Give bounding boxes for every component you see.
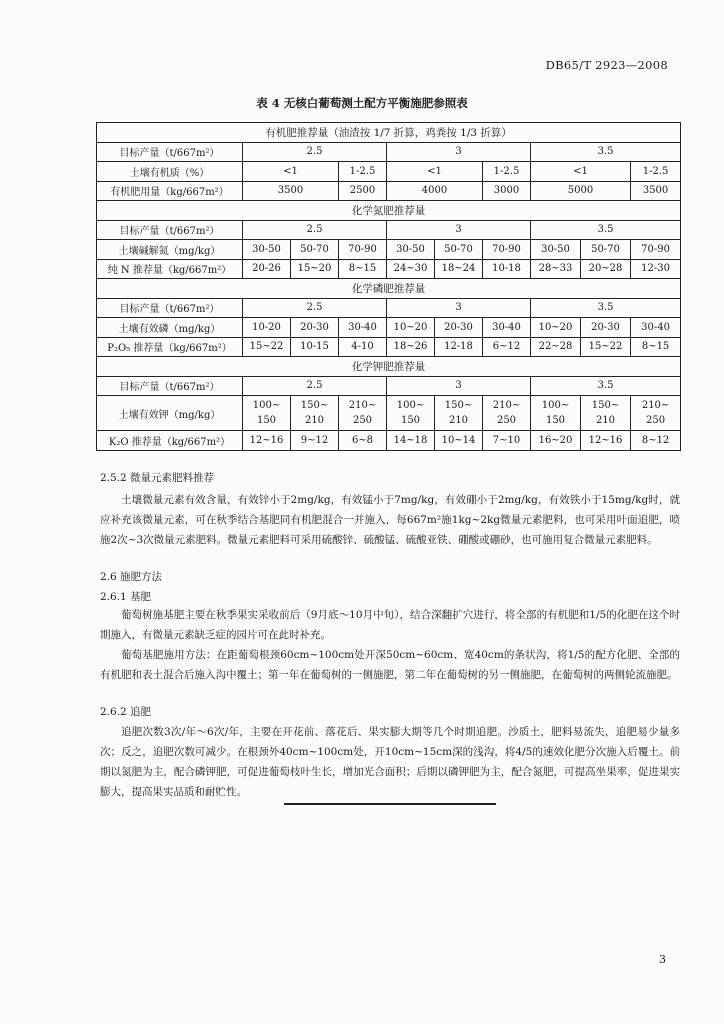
table-cell: 3.5 — [531, 376, 681, 396]
table-cell: 2500 — [339, 181, 387, 201]
table-cell: 10~14 — [435, 431, 483, 451]
table-cell: 30-50 — [387, 240, 435, 260]
table-cell: 7~10 — [483, 431, 531, 451]
potassium-section-header — [97, 357, 681, 377]
table-cell: 20-30 — [291, 318, 339, 338]
table-cell — [631, 396, 681, 431]
cell-line: 210~ — [492, 400, 521, 411]
table-cell: 2.5 — [243, 220, 387, 240]
section-heading-2-6-2: 2.6.2 追肥 — [100, 706, 152, 718]
table-cell: 3500 — [243, 181, 339, 201]
table-cell: 3000 — [483, 181, 531, 201]
cell-line: 150~ — [591, 400, 620, 411]
table-cell: 4-10 — [339, 337, 387, 357]
table-cell: 2.5 — [243, 376, 387, 396]
page-number: 3 — [659, 953, 666, 966]
table-cell: 5000 — [531, 181, 631, 201]
phosphorus-target-row — [97, 298, 681, 318]
table-cell: 10-15 — [291, 337, 339, 357]
row-label: 目标产量（t/667m²） — [97, 220, 243, 240]
table-cell — [243, 396, 291, 431]
table-cell: 70-90 — [483, 240, 531, 260]
table-title: 表 4 无核白葡萄测土配方平衡施肥参照表 — [256, 96, 468, 110]
table-cell: 10-18 — [483, 259, 531, 279]
cell-line: 100~ — [541, 400, 570, 411]
table-cell: 6~12 — [483, 337, 531, 357]
table-cell: 24~30 — [387, 259, 435, 279]
section-title: 化学氮肥推荐量 — [97, 201, 681, 221]
table-cell: 8~15 — [631, 337, 681, 357]
row-label: 土壤碱解氮（mg/kg） — [97, 240, 243, 260]
cell-line: 250 — [352, 415, 373, 426]
table-cell: 8~12 — [631, 431, 681, 451]
table-cell: 2.5 — [243, 298, 387, 318]
table-cell: 15~20 — [291, 259, 339, 279]
row-label: 土壤有效磷（mg/kg） — [97, 318, 243, 338]
table-cell: 15~22 — [243, 337, 291, 357]
row-label: P₂O₅ 推荐量（kg/667m²） — [97, 337, 243, 357]
table-cell: 8~15 — [339, 259, 387, 279]
table-cell — [581, 396, 631, 431]
table-cell: 50-70 — [435, 240, 483, 260]
table-cell: 4000 — [387, 181, 483, 201]
table-cell — [291, 396, 339, 431]
standard-code: DB65/T 2923—2008 — [545, 58, 668, 72]
table-cell: 15~22 — [581, 337, 631, 357]
row-label: 目标产量（t/667m²） — [97, 142, 243, 162]
cell-line: 210 — [595, 415, 616, 426]
paragraph-topdressing: 追肥次数3次/年～6次/年，主要在开花前、落花后、果实膨大期等几个时期追肥。沙质土，肥料易流失，追肥易少量多次；反之，追肥次数可减少。在根颈外40cm~100cm处，开10cm~15cm深的浅沟，将4/5的速效化肥分次施入后覆土。前期以氮肥为主，配合磷钾肥，可促进葡萄枝叶生长，增加光合面积；后期以磷钾肥为主，配合氮肥，可提高坐果率，促进果实膨大，提高果实品质和耐贮性。 — [100, 726, 680, 798]
paragraph-base-fertilizer: 葡萄树施基肥主要在秋季果实采收前后（9月底～10月中旬），结合深翻扩穴进行，将全部的有机肥和1/5的化肥在这个时期施入，有微量元素缺乏症的园片可在此时补充。 — [100, 609, 680, 641]
nitrogen-rec-row — [97, 259, 681, 279]
potassium-rec-row — [97, 431, 681, 451]
table-cell: 1-2.5 — [339, 162, 387, 182]
table-cell: 30-40 — [631, 318, 681, 338]
table-cell: 12-18 — [435, 337, 483, 357]
organic-target-row — [97, 142, 681, 162]
end-rule — [284, 803, 496, 805]
cell-line: 150 — [545, 415, 566, 426]
section-title: 有机肥推荐量（油渣按 1/7 折算，鸡粪按 1/3 折算） — [97, 123, 681, 143]
table-cell: 3.5 — [531, 298, 681, 318]
nitrogen-indicator-row — [97, 240, 681, 260]
table-cell: 3.5 — [531, 220, 681, 240]
cell-line: 100~ — [396, 400, 425, 411]
table-cell: 9~12 — [291, 431, 339, 451]
row-label: 有机肥用量（kg/667m²） — [97, 181, 243, 201]
table-cell: <1 — [387, 162, 483, 182]
row-label: 目标产量（t/667m²） — [97, 298, 243, 318]
table-cell: 28~33 — [531, 259, 581, 279]
table-cell: 10~20 — [531, 318, 581, 338]
table-cell: 1-2.5 — [483, 162, 531, 182]
potassium-indicator-row — [97, 396, 681, 431]
table-cell — [387, 396, 435, 431]
table-cell: <1 — [243, 162, 339, 182]
section-heading-2-6: 2.6 施肥方法 — [100, 571, 163, 583]
paragraph-base-fertilizer-method: 葡萄基肥施用方法：在距葡萄根颈60cm~100cm处开深50cm~60cm、宽40cm的条状沟，将1/5的配方化肥、全部的有机肥和表土混合后施入沟中覆土；第一年在葡萄树的一侧施肥，第二年在葡萄树的另一侧施肥，在葡萄树的两侧轮流施肥。 — [100, 649, 680, 681]
phosphorus-section-header — [97, 279, 681, 299]
cell-line: 150~ — [444, 400, 473, 411]
nitrogen-section-header — [97, 201, 681, 221]
organic-rec-row — [97, 181, 681, 201]
table-cell: 70-90 — [339, 240, 387, 260]
table-cell: 30-50 — [531, 240, 581, 260]
row-label: 土壤有效钾（mg/kg） — [97, 396, 243, 431]
table-cell: 50-70 — [581, 240, 631, 260]
table-cell: 3.5 — [531, 142, 681, 162]
cell-line: 150 — [400, 415, 421, 426]
fertilizer-reference-table — [96, 122, 681, 451]
phosphorus-indicator-row — [97, 318, 681, 338]
table-cell: 2.5 — [243, 142, 387, 162]
table-cell: 20-30 — [435, 318, 483, 338]
cell-line: 150 — [256, 415, 277, 426]
table-cell: 18~26 — [387, 337, 435, 357]
section-heading-2-6-1: 2.6.1 基肥 — [100, 591, 152, 603]
table-cell: 10-20 — [243, 318, 291, 338]
table-cell: 3 — [387, 376, 531, 396]
table-cell: 12~16 — [243, 431, 291, 451]
table-cell: 30-50 — [243, 240, 291, 260]
table-cell: 20~28 — [581, 259, 631, 279]
row-label: 纯 N 推荐量（kg/667m²） — [97, 259, 243, 279]
table-cell: 20-26 — [243, 259, 291, 279]
phosphorus-rec-row — [97, 337, 681, 357]
row-label: 目标产量（t/667m²） — [97, 376, 243, 396]
table-cell: 14~18 — [387, 431, 435, 451]
table-cell: 3500 — [631, 181, 681, 201]
cell-line: 210~ — [348, 400, 377, 411]
table-cell: 3 — [387, 220, 531, 240]
organic-indicator-row — [97, 162, 681, 182]
section-title: 化学磷肥推荐量 — [97, 279, 681, 299]
organic-section-header — [97, 123, 681, 143]
table-cell: 50-70 — [291, 240, 339, 260]
table-cell: 70-90 — [631, 240, 681, 260]
cell-line: 210 — [448, 415, 469, 426]
table-cell: 6~8 — [339, 431, 387, 451]
table-cell: 20-30 — [581, 318, 631, 338]
nitrogen-target-row — [97, 220, 681, 240]
cell-line: 250 — [496, 415, 517, 426]
cell-line: 210~ — [641, 400, 670, 411]
table-cell: 18~24 — [435, 259, 483, 279]
cell-line: 150~ — [300, 400, 329, 411]
potassium-target-row — [97, 376, 681, 396]
table-cell: 12-30 — [631, 259, 681, 279]
section-title: 化学钾肥推荐量 — [97, 357, 681, 377]
table-cell — [531, 396, 581, 431]
cell-line: 210 — [304, 415, 325, 426]
table-cell — [435, 396, 483, 431]
paragraph-micronutrients: 土壤微量元素有效含量，有效锌小于2mg/kg，有效锰小于7mg/kg，有效硼小于2mg/kg，有效铁小于15mg/kg时，就应补充该微量元素，可在秋季结合基肥同有机肥混合一并施入，每667m²施1kg~2kg微量元素肥料，也可采用叶面追肥，喷施2次~3次微量元素肥料。微量元素肥料可采用硫酸锌、硫酸锰、硫酸亚铁、硼酸或硼砂，也可施用复合微量元素肥料。 — [100, 494, 680, 546]
table-cell: 12~16 — [581, 431, 631, 451]
table-cell — [483, 396, 531, 431]
table-cell: 10~20 — [387, 318, 435, 338]
table-cell: 22~28 — [531, 337, 581, 357]
table-cell: 3 — [387, 142, 531, 162]
row-label: K₂O 推荐量（kg/667m²） — [97, 431, 243, 451]
table-cell: 30-40 — [339, 318, 387, 338]
section-heading-2-5-2: 2.5.2 微量元素肥料推荐 — [100, 472, 215, 484]
table-cell: 16~20 — [531, 431, 581, 451]
table-cell: 30-40 — [483, 318, 531, 338]
table-cell: <1 — [531, 162, 631, 182]
cell-line: 100~ — [252, 400, 281, 411]
cell-line: 250 — [646, 415, 666, 426]
table-cell: 3 — [387, 298, 531, 318]
table-cell: 1-2.5 — [631, 162, 681, 182]
table-cell — [339, 396, 387, 431]
row-label: 土壤有机质（%） — [97, 162, 243, 182]
